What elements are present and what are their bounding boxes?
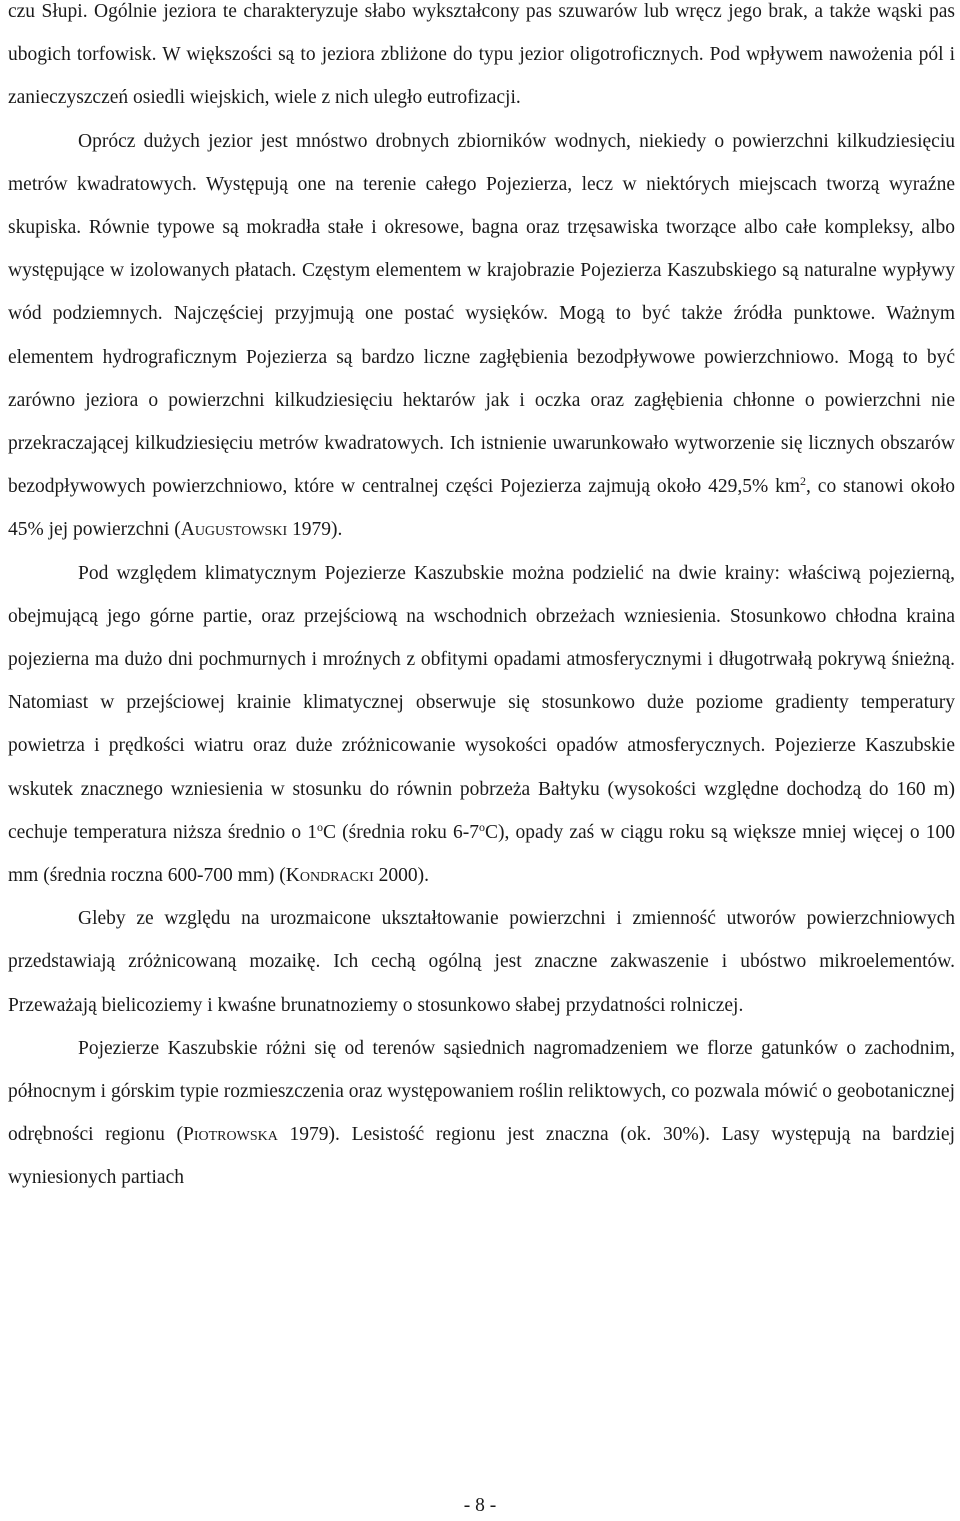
paragraph-flora bbox=[8, 1027, 955, 1200]
paragraph-hydrology-intro: czu Słupi. Ogólnie jeziora te charakteryzuje słabo wykształcony pas szuwarów lub wręcz jego brak, a także wąski pas ubogich torfowisk. W większości są to jeziora zbliżone do typu jezior oligotroficznych. Pod wpływem nawożenia pól i zanieczyszczeń osiedli wiejskich, wiele z nich uległo eutrofizacji. bbox=[8, 1, 955, 109]
page-number: - 8 - bbox=[463, 1495, 497, 1516]
citation-author: Augustowski bbox=[180, 519, 288, 541]
paragraph-text: Oprócz dużych jezior jest mnóstwo drobnych zbiorników wodnych, niekiedy o powierzchni kilkudziesięciu metrów kwadratowych. Występują one na terenie całego Pojezierza, lecz w niektórych miejscach tworzą wyraźne skupiska. Równie typowe są mokradła stałe i okresowe, bagna oraz trzęsawiska tworzące albo całe kompleksy, albo występujące w izolowanych płatach. Częstym elementem w krajobrazie Pojezierza Kaszubskiego są naturalne wypływy wód podziemnych. Najczęściej przyjmują one postać wysięków. Mogą to być także źródła punktowe. Ważnym elementem hydrograficznym Pojezierza są bardzo liczne zagłębienia bezodpływowe powierzchniowo. Mogą to być zarówno jeziora o powierzchni kilkudziesięciu hektarów jak i oczka oraz zagłębienia chłonne o powierzchni nie przekraczającej kilkudziesięciu metrów kwadratowych. Ich istnienie uwarunkowało wytworzenie się licznych obszarów bezodpływowych powierzchniowo, które w centralnej części Pojezierza zajmują około 429,5% km bbox=[8, 130, 955, 498]
paragraph-text: Pojezierze Kaszubskie różni się od terenów sąsiednich nagromadzeniem we florze gatunków o zachodnim, północnym i górskim typie rozmieszczenia oraz występowaniem roślin reliktowych, co pozwala mówić o geobotanicznej odrębności regionu ( bbox=[8, 1037, 955, 1146]
citation-year: 1979). bbox=[277, 1124, 340, 1146]
superscript: 2 bbox=[800, 474, 807, 489]
citation-author: Kondracki bbox=[285, 865, 374, 887]
paragraph-text: Lesistość regionu jest znaczna (ok. 30%). Lasy występują na bardziej wyniesionych partiach bbox=[8, 1124, 955, 1189]
paragraph-small-water-bodies bbox=[8, 120, 955, 552]
document-page bbox=[8, 0, 955, 1200]
citation-year: 2000). bbox=[373, 865, 430, 887]
degree-superscript: o bbox=[479, 819, 486, 834]
paragraph-soils: Gleby ze względu na urozmaicone ukształtowanie powierzchni i zmienność utworów powierzchniowych przedstawiają zróżnicowaną mozaikę. Ich cechą ogólną jest znaczne zakwaszenie i ubóstwo mikroelementów. Przeważają bielicoziemy i kwaśne brunatnoziemy o stosunkowo słabej przydatności rolniczej. bbox=[8, 908, 955, 1016]
degree-superscript: o bbox=[317, 819, 324, 834]
citation-year: 1979). bbox=[287, 519, 343, 541]
citation-author: Piotrowska bbox=[183, 1124, 278, 1146]
paragraph-climate bbox=[8, 552, 955, 898]
paragraph-text: Pod względem klimatycznym Pojezierze Kaszubskie można podzielić na dwie krainy: właściwą pojezierną, obejmującą jego górne partie, oraz przejściową na wschodnich obrzeżach wzniesienia. Stosunkowo chłodna kraina pojezierna ma dużo dni pochmurnych i mroźnych z obfitymi opadami atmosferycznymi i długotrwałą pokrywą śnieżną. Natomiast w przejściowej krainie klimatycznej obserwuje się stosunkowo duże poziome gradienty temperatury powietrza i prędkości wiatru oraz duże zróżnicowanie wysokości opadów atmosferycznych. Pojezierze Kaszubskie wskutek znacznego wzniesienia w stosunku do równin pobrzeża Bałtyku (wysokości względne dochodzą do 160 m) cechuje temperatura niższa średnio o 1 bbox=[8, 562, 955, 843]
paragraph-text: C), opady zaś w ciągu roku są większe mniej więcej o 100 mm (średnia roczna 600-700 mm) ( bbox=[8, 821, 955, 887]
paragraph-text: C (średnia roku 6-7 bbox=[323, 821, 480, 843]
paragraph-text: , co stanowi około 45% jej powierzchni ( bbox=[8, 476, 955, 541]
